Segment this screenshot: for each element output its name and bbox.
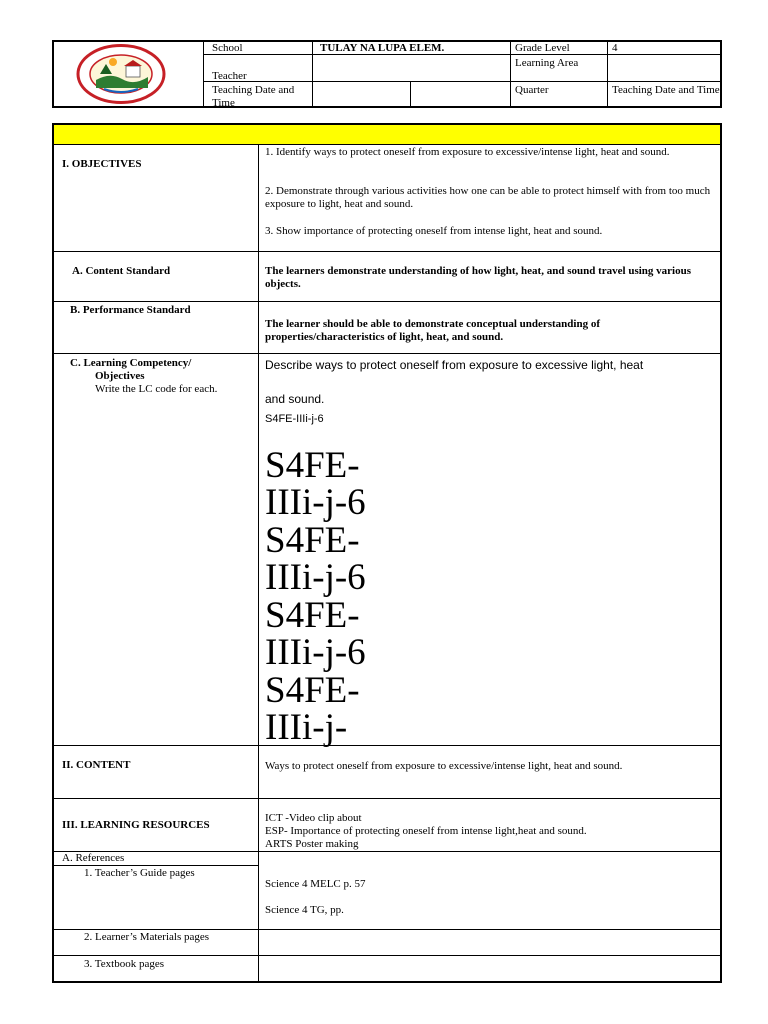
competency-label: C. Learning Competency/ (70, 357, 192, 369)
school-seal-icon (76, 44, 166, 104)
competency-label-2: Objectives (95, 370, 145, 382)
row-divider (52, 929, 722, 930)
teachers-guide-value-2: Science 4 TG, pp. (265, 904, 344, 916)
school-logo (76, 44, 166, 104)
content-standard-text: The learners demonstrate understanding of how light, heat, and sound travel using various objects. (265, 265, 691, 290)
header-divider (203, 81, 722, 82)
quarter-label: Quarter (515, 84, 549, 96)
performance-standard-text: The learner should be able to demonstrate conceptual understanding of properties/characteristics of light, heat, and sound. (265, 318, 601, 343)
references-label: A. References (62, 852, 125, 864)
resource-line: ESP- Importance of protecting oneself from intense light,heat and sound. (265, 825, 587, 837)
objective-item-2: 2. Demonstrate through various activities how one can be able to protect himself with from too much exposure to light, heat and sound. (265, 185, 711, 210)
lc-code-line: IIIi-j-6 (265, 557, 366, 598)
teaching-date-label: Teaching Date and Time (212, 84, 295, 109)
content-text: Ways to protect oneself from exposure to excessive/intense light, heat and sound. (265, 760, 623, 772)
grade-level-label: Grade Level (515, 42, 570, 54)
resource-line: ICT -Video clip about (265, 812, 362, 824)
yellow-banner (54, 125, 720, 144)
row-divider (52, 745, 722, 746)
textbook-pages-label: 3. Textbook pages (84, 958, 164, 970)
header-divider (510, 40, 511, 108)
competency-text: Describe ways to protect oneself from exposure to excessive light, heat (265, 358, 644, 372)
competency-instruction: Write the LC code for each. (95, 383, 218, 395)
learning-area-label: Learning Area (515, 57, 579, 69)
objectives-label: I. OBJECTIVES (62, 158, 142, 170)
row-divider (52, 144, 722, 145)
row-divider (52, 251, 722, 252)
row-divider (52, 865, 258, 866)
row-divider (52, 955, 722, 956)
lc-code-line: S4FE- (265, 445, 360, 486)
lc-code-line: S4FE- (265, 520, 360, 561)
header-divider (410, 81, 411, 108)
lc-code-line: S4FE- (265, 595, 360, 636)
row-divider (52, 353, 722, 354)
learners-materials-label: 2. Learner’s Materials pages (84, 931, 210, 943)
school-label: School (212, 42, 243, 54)
main-table (52, 123, 722, 983)
header-divider (203, 40, 204, 108)
objective-item-1: 1. Identify ways to protect oneself from exposure to excessive/intense light, heat and sound. (265, 146, 670, 158)
header-divider (203, 54, 722, 55)
content-standard-label: A. Content Standard (72, 265, 171, 277)
row-divider (52, 851, 722, 852)
row-divider (52, 301, 722, 302)
lc-code-line: IIIi-j-6 (265, 632, 366, 673)
performance-standard-label: B. Performance Standard (70, 304, 191, 316)
teachers-guide-label: 1. Teacher’s Guide pages (84, 867, 195, 879)
resource-line: ARTS Poster making (265, 838, 359, 850)
teacher-label: Teacher (212, 70, 247, 82)
teaching-date-label-right: Teaching Date and Time (612, 84, 720, 96)
competency-code: S4FE-IIIi-j-6 (265, 413, 324, 425)
lc-code-line: S4FE- (265, 670, 360, 711)
row-divider (52, 798, 722, 799)
grade-level-value: 4 (612, 42, 618, 54)
competency-text-2: and sound. (265, 392, 325, 406)
header-divider (312, 40, 313, 108)
lc-code-line: IIIi-j-6 (265, 482, 366, 523)
learning-resources-label: III. LEARNING RESOURCES (62, 819, 210, 831)
content-label: II. CONTENT (62, 759, 131, 771)
teachers-guide-value: Science 4 MELC p. 57 (265, 878, 366, 890)
school-value: TULAY NA LUPA ELEM. (320, 42, 445, 54)
lc-code-line: IIIi-j- (265, 707, 348, 748)
objective-item-3: 3. Show importance of protecting oneself from intense light, heat and sound. (265, 225, 603, 237)
column-divider (258, 144, 259, 983)
header-divider (607, 40, 608, 108)
